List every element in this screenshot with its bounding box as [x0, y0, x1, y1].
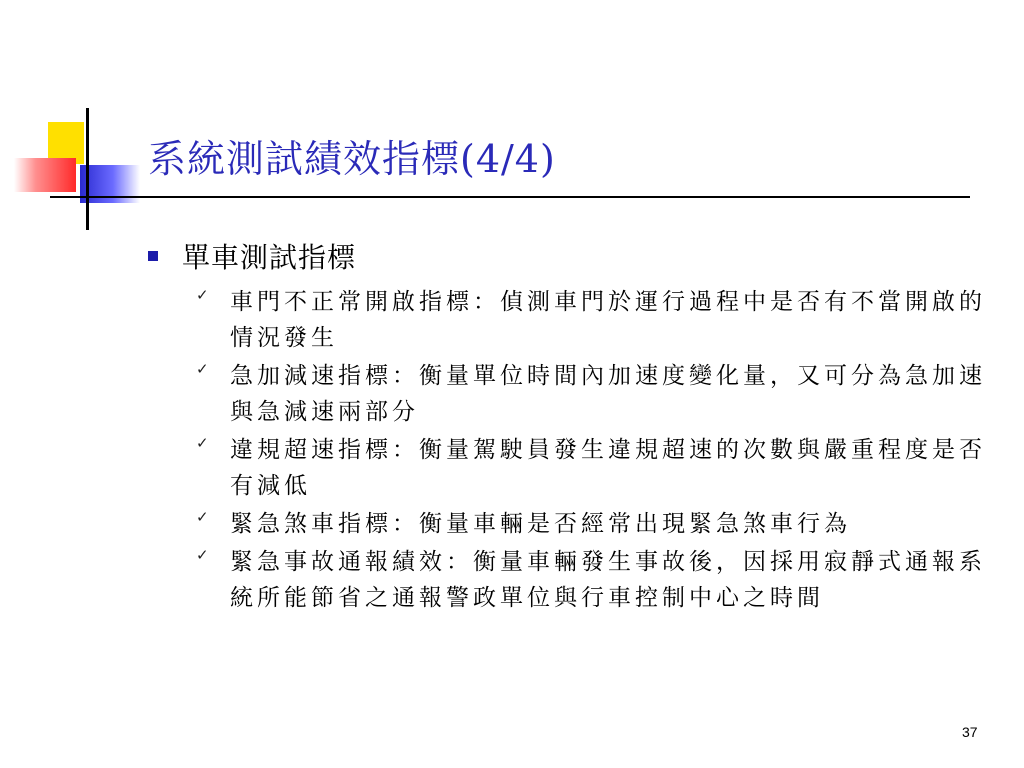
checkmark-icon: ✓	[196, 546, 209, 564]
checkmark-icon: ✓	[196, 286, 209, 304]
bullet-item	[148, 236, 356, 276]
sub-bullet-text: 急加減速指標：衡量單位時間內加速度變化量，又可分為急加速與急減速兩部分	[230, 363, 986, 425]
checkmark-icon: ✓	[196, 360, 209, 378]
bullet-text: 單車測試指標	[182, 241, 357, 274]
checkmark-icon: ✓	[196, 508, 209, 526]
decor-red-square	[14, 158, 76, 192]
sub-bullet-item	[196, 506, 986, 542]
slide-title: 系統測試績效指標(4/4)	[148, 137, 556, 181]
sub-bullet-text: 緊急事故通報績效：衡量車輛發生事故後，因採用寂靜式通報系統所能節省之通報警政單位與行車控制中心之時間	[230, 549, 986, 611]
sub-bullet-text: 緊急煞車指標：衡量車輛是否經常出現緊急煞車行為	[230, 511, 851, 537]
sub-bullet-list	[196, 284, 986, 618]
sub-bullet-text: 車門不正常開啟指標：偵測車門於運行過程中是否有不當開啟的情況發生	[230, 289, 986, 351]
title-underline	[148, 196, 970, 198]
decor-vertical-line	[86, 108, 89, 230]
sub-bullet-item	[196, 358, 986, 430]
sub-bullet-item	[196, 544, 986, 616]
square-bullet-icon	[148, 251, 158, 261]
sub-bullet-item	[196, 432, 986, 504]
page-number: 37	[962, 724, 978, 740]
sub-bullet-text: 違規超速指標：衡量駕駛員發生違規超速的次數與嚴重程度是否有減低	[230, 437, 986, 499]
checkmark-icon: ✓	[196, 434, 209, 452]
sub-bullet-item	[196, 284, 986, 356]
